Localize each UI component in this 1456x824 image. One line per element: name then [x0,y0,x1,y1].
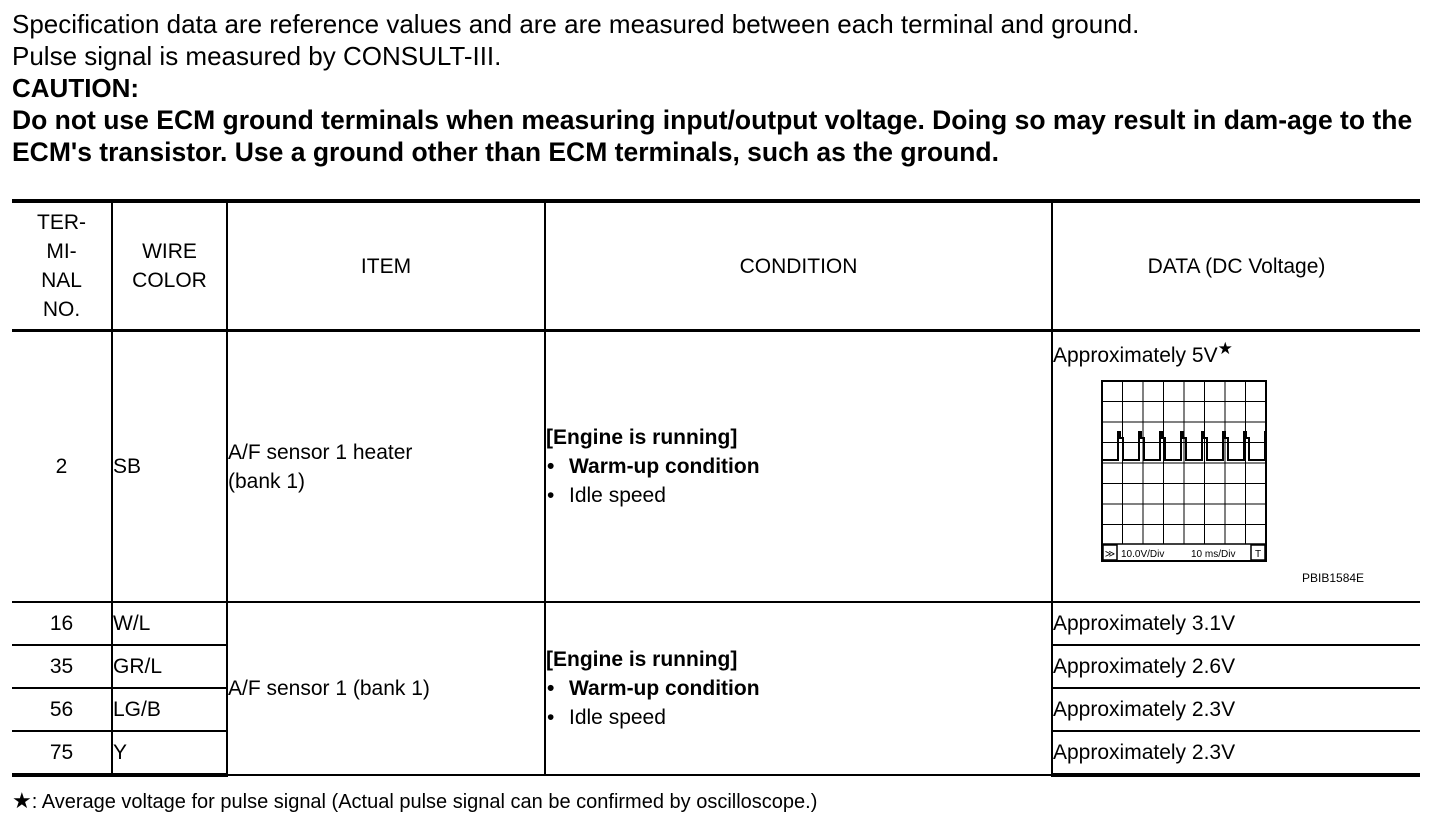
wire-color-cell: GR/L [112,645,227,688]
item-cell [227,331,545,603]
table-row [12,331,1420,603]
item-line: A/F sensor 1 heater [228,440,413,464]
star-icon: ★ [1217,339,1233,358]
terminal-spec-table [12,199,1420,777]
table-row [12,602,1420,645]
caution-title: CAUTION: [12,73,140,103]
header-terminal-no [12,201,112,331]
caution-text: Do not use ECM ground terminals when measuring input/output voltage. Doing so may result in dam-age to the ECM's transistor. Use a ground other than ECM terminals, such as the ground. [12,105,1413,167]
condition-bullet: • Idle speed [546,481,1051,510]
condition-bullet: • Warm-up condition [546,674,1051,703]
terminal-cell: 35 [12,645,112,688]
header-item: ITEM [227,201,545,331]
header-wire-color [112,201,227,331]
wire-color-cell: LG/B [112,688,227,731]
condition-cell [545,331,1052,603]
header-terminal-line: NO. [42,298,81,321]
terminal-cell: 2 [12,331,112,603]
data-value-text: Approximately 5V [1053,344,1218,367]
star-icon: ★ [12,788,32,813]
data-cell [1052,331,1420,603]
trigger-icon: T [1254,549,1262,560]
header-terminal-line: NAL [41,269,82,292]
header-terminal-line: MI- [46,240,77,263]
table-header-row [12,201,1420,331]
scope-time-per-div: 10 ms/Div [1191,549,1236,560]
scope-volts-per-div: 10.0V/Div [1121,549,1165,560]
condition-header: [Engine is running] [546,426,738,449]
condition-bullet: • Warm-up condition [546,452,1051,481]
condition-header: [Engine is running] [546,648,738,671]
data-cell: Approximately 2.3V [1052,688,1420,731]
oscilloscope-waveform [1101,380,1269,564]
terminal-cell: 16 [12,602,112,645]
data-cell: Approximately 2.6V [1052,645,1420,688]
data-value [1053,339,1233,368]
header-condition: CONDITION [545,201,1052,331]
intro-text [12,8,1432,168]
wire-color-cell: W/L [112,602,227,645]
condition-list [546,674,1051,732]
data-cell: Approximately 3.1V [1052,602,1420,645]
item-cell: A/F sensor 1 (bank 1) [227,602,545,775]
footnote-text: : Average voltage for pulse signal (Actual pulse signal can be confirmed by oscilloscope.) [31,791,818,813]
item-line: (bank 1) [228,469,306,493]
condition-bullet: • Idle speed [546,703,1051,732]
figure-code: PBIB1584E [1302,571,1365,585]
intro-line-2: Pulse signal is measured by CONSULT-III. [12,41,502,71]
condition-cell [545,602,1052,775]
footnote [12,788,817,814]
fast-forward-icon: ≫ [1104,549,1116,560]
header-terminal-line: TER- [37,211,86,234]
header-wire-line: WIRE [142,240,197,263]
wire-color-cell: Y [112,731,227,775]
header-wire-line: COLOR [132,269,207,292]
terminal-cell: 56 [12,688,112,731]
intro-line-1: Specification data are reference values and are are measured between each terminal and ground. [12,9,1140,39]
wire-color-cell: SB [112,331,227,603]
terminal-cell: 75 [12,731,112,775]
data-cell: Approximately 2.3V [1052,731,1420,775]
condition-list [546,452,1051,510]
header-data: DATA (DC Voltage) [1052,201,1420,331]
